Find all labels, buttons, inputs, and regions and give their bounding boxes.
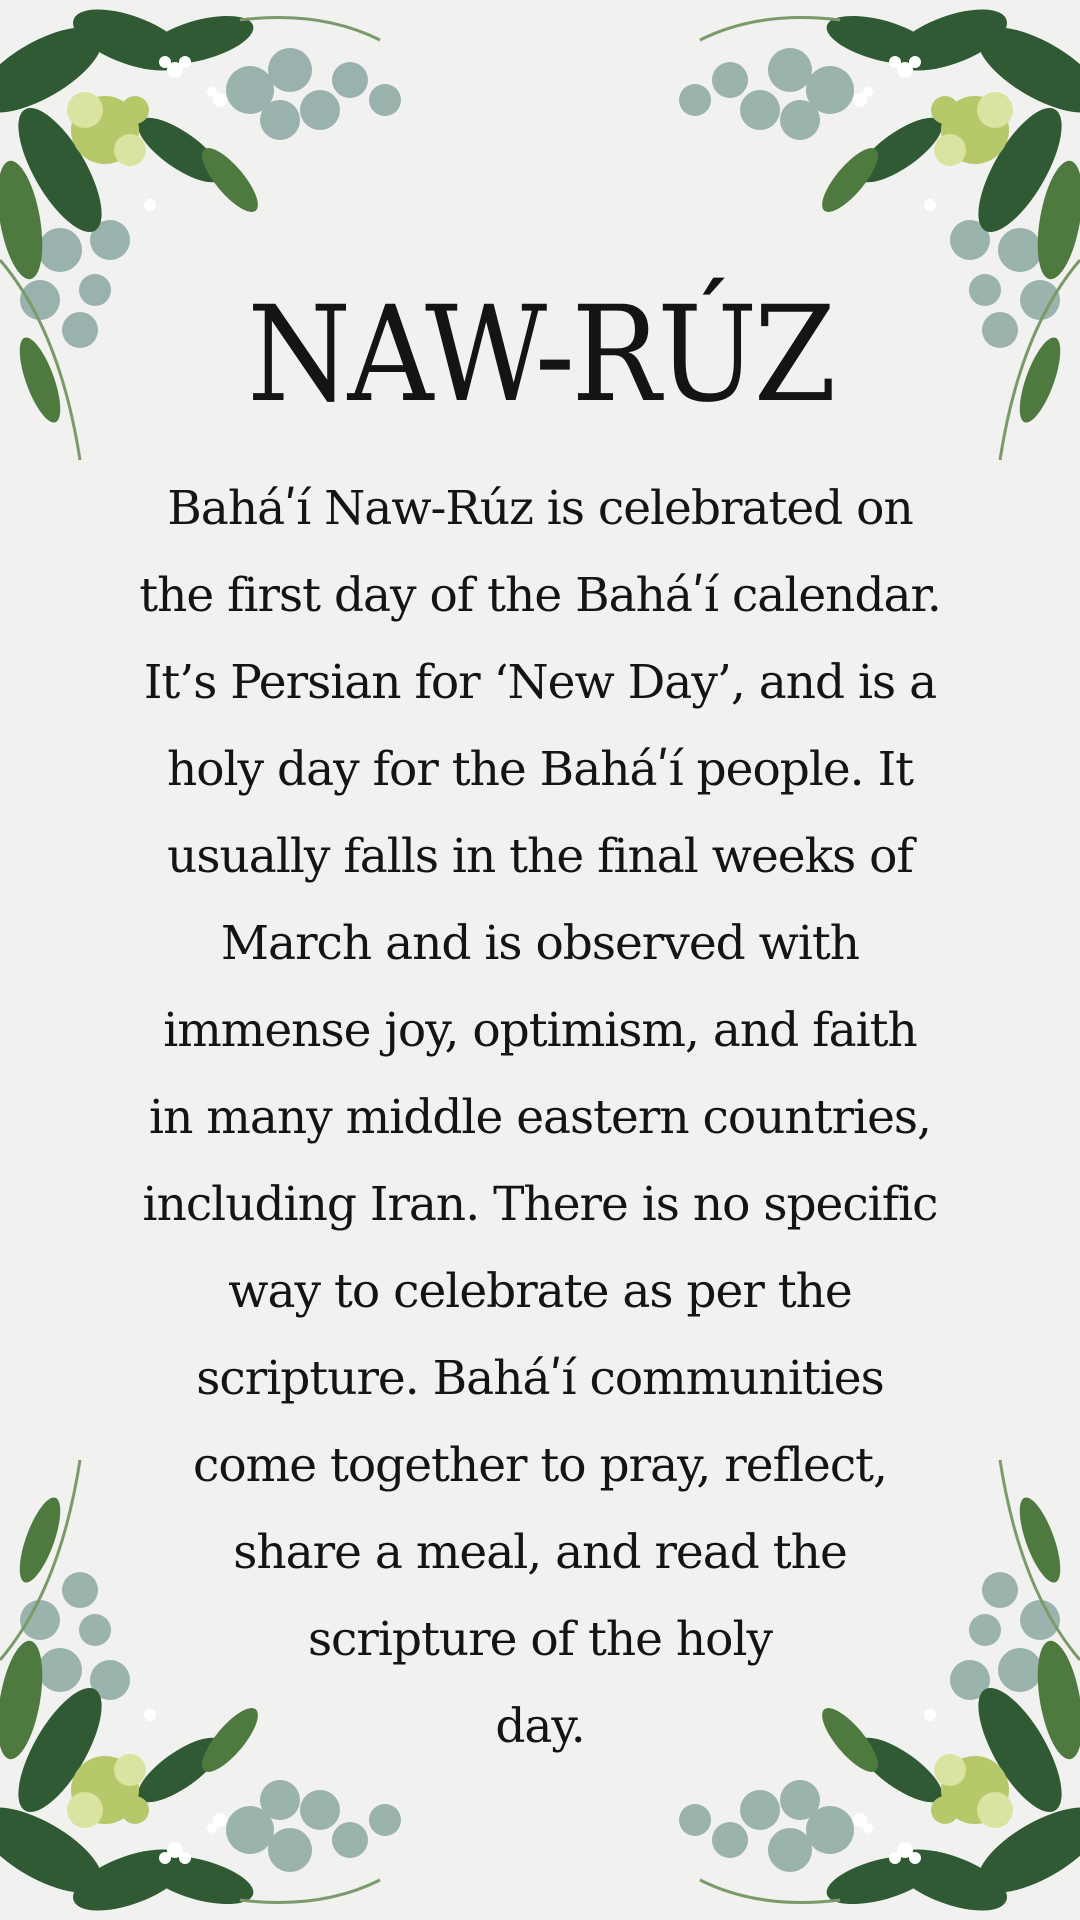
description-line: come together to pray, reflect, <box>193 1438 887 1493</box>
description-line: immense joy, optimism, and faith <box>163 1003 917 1058</box>
description-line: in many middle eastern countries, <box>149 1090 931 1145</box>
description-line: scripture. Baháʹí communities <box>196 1351 884 1406</box>
description-line: way to celebrate as per the <box>228 1264 852 1319</box>
description-line: usually falls in the final weeks of <box>167 829 913 884</box>
description-line: day. <box>495 1699 585 1754</box>
description-line: Baháʹí Naw-Rúz is celebrated on <box>167 481 913 536</box>
page-title: NAW-RÚZ <box>247 278 833 432</box>
description-paragraph <box>90 465 990 1770</box>
description-line: March and is observed with <box>220 916 860 971</box>
description-line: holy day for the Baháʹí people. It <box>166 742 914 797</box>
description-line: share a meal, and read the <box>233 1525 847 1580</box>
description-line: including Iran. There is no specific <box>142 1177 938 1232</box>
description-line: scripture of the holy <box>307 1612 773 1667</box>
description-line: the first day of the Baháʹí calendar. <box>139 568 941 623</box>
description-line: It’s Persian for ‘New Day’, and is a <box>143 655 937 710</box>
